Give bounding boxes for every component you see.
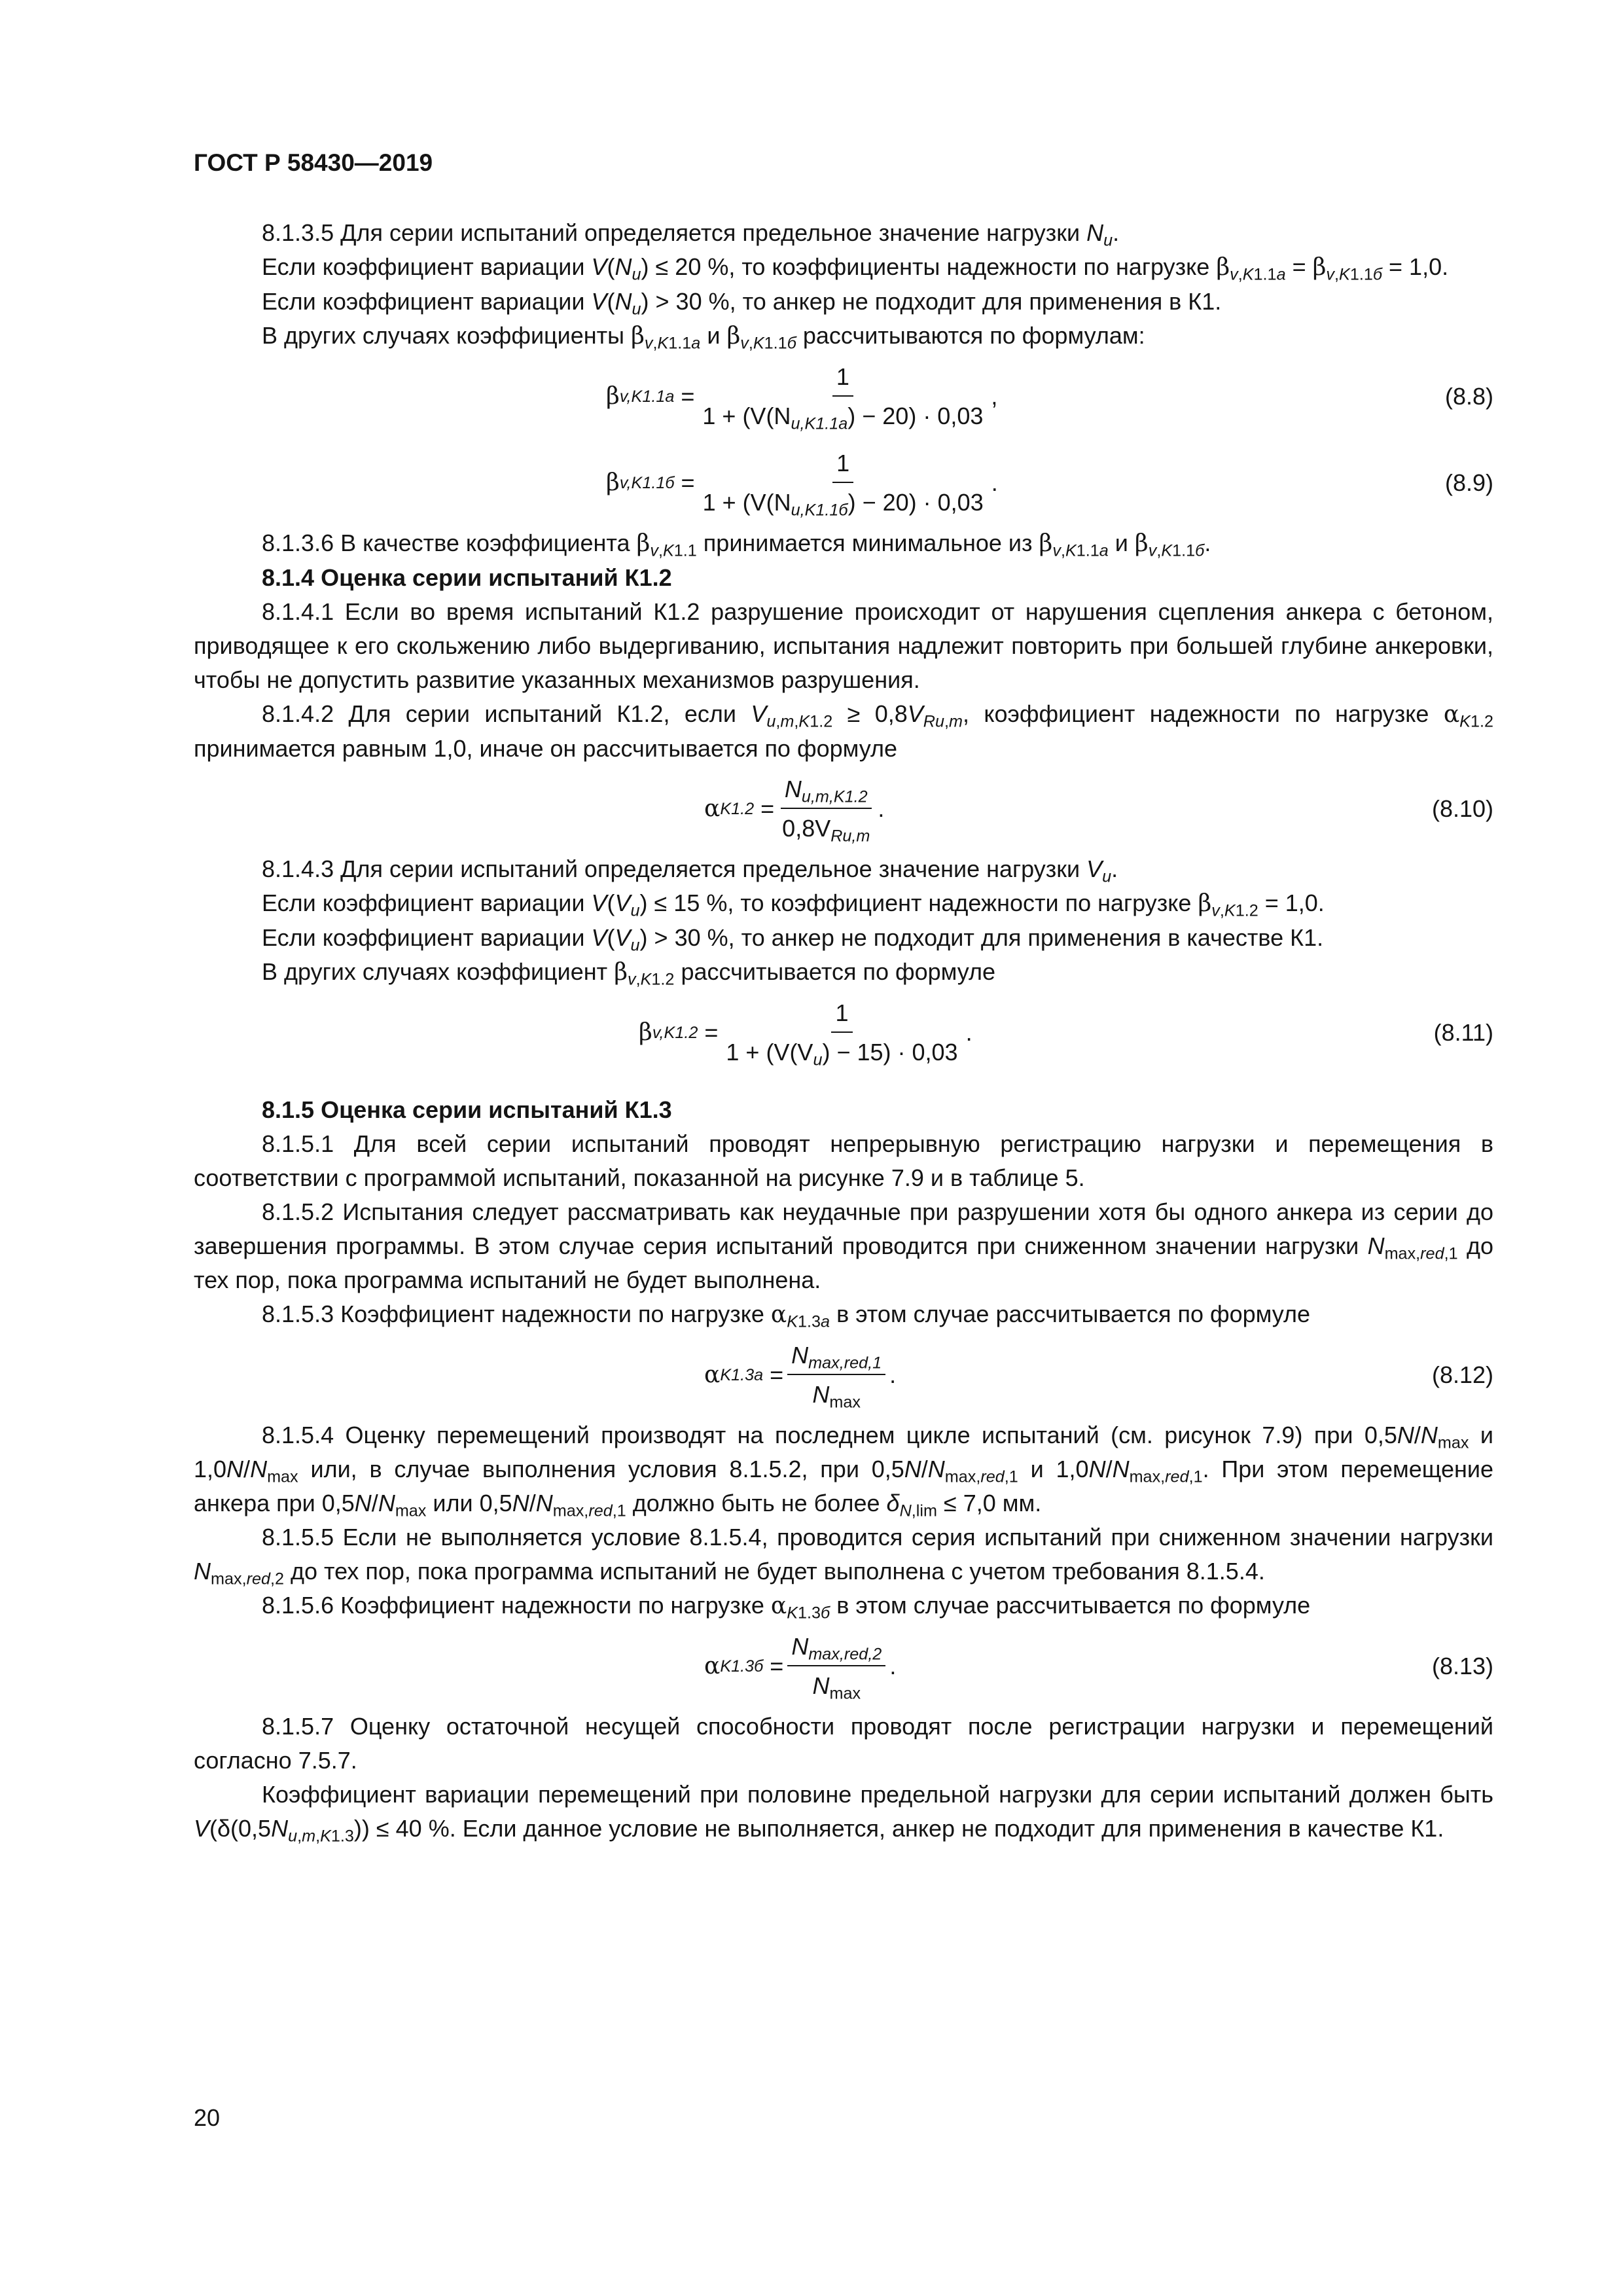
equation-8-8: β v,K1.1a = $\frac{1}{1 + (V(N_{u,K1.1a}) - 20) \cdot 0,03}$ , (8.8) xyxy=(194,353,1493,440)
equation-8-11: β v,K1.2 = $\frac{1}{1 + (V(V_u) - 15) \cdot 0,03}$ . (8.11) xyxy=(194,990,1493,1076)
equation-8-13: α K1.3б = $\frac{N_{max,red,2}}{N_{max}}$ . (8.13) xyxy=(194,1623,1493,1710)
paragraph-variation-30: Если коэффициент вариации $V(N_u) > 30$ %, то анкер не подходит для применения в К1. xyxy=(262,288,1222,319)
page-number: 20 xyxy=(194,2104,221,2131)
paragraph-8-1-4-2: 8.1.4.2 Для серии испытаний К1.2, если $V_{u,m,K1.2} \ge 0,8V_{Ru,m}$, коэффициент надежности по нагрузке $\alpha_{K1.2}$ принимается равным 1,0, иначе он рассчитывается по формуле xyxy=(194,700,1493,762)
heading-8-1-5: 8.1.5 Оценка серии испытаний К1.3 xyxy=(262,1096,672,1123)
page-body xyxy=(194,216,1493,1846)
paragraph-8-1-5-4: 8.1.5.4 Оценку перемещений производят на последнем цикле испытаний (см. рисунок 7.9) при $0,5N/N_{max}$ и $1,0N/N_{max}$ или, в случае выполнения условия 8.1.5.2, при $0,5N/N_{max,red,1}$ и $1,0N/N_{max,red,1}$. При этом перемещение анкера при $0,5N/N_{max}$ или $0,5N/N_{max,red,1}$ должно быть не более $\delta_{N,lim} \le 7,0$ мм. xyxy=(194,1422,1493,1520)
equation-8-9: β v,K1.1б = $\frac{1}{1 + (V(N_{u,K1.1б}) - 20) \cdot 0,03}$ . (8.9) xyxy=(194,440,1493,526)
paragraph-8-1-4-3: 8.1.4.3 Для серии испытаний определяется предельное значение нагрузки $V_u$. xyxy=(262,855,1118,886)
paragraph-8-1-3-5: 8.1.3.5 Для серии испытаний определяется предельное значение нагрузки $N_u$. xyxy=(262,219,1120,250)
paragraph-other-cases: В других случаях коэффициенты $\beta_{v,K1.1a}$ и $\beta_{v,K1.1б}$ рассчитываются по формулам: xyxy=(262,322,1145,353)
paragraph-variation-20: Если коэффициент вариации $V(N_u) \le 20$ %, то коэффициенты надежности по нагрузке $\beta_{v,K1.1a} = \beta_{v,K1.1б} = 1,0$. xyxy=(262,253,1449,284)
document-code: ГОСТ Р 58430—2019 xyxy=(194,149,433,176)
paragraph-8-1-3-6: 8.1.3.6 В качестве коэффициента $\beta_{v,K1.1}$ принимается минимальное из $\beta_{v,K1.1a}$ и $\beta_{v,K1.1б}$. xyxy=(262,529,1211,560)
paragraph-8-1-5-1: 8.1.5.1 Для всей серии испытаний проводят непрерывную регистрацию нагрузки и перемещения в соответствии с программой испытаний, показанной на рисунке 7.9 и в таблице 5. xyxy=(194,1130,1493,1191)
paragraph-other-cases-k12: В других случаях коэффициент $\beta_{v,K1.2}$ рассчитывается по формуле xyxy=(262,958,996,989)
paragraph-8-1-5-3: 8.1.5.3 Коэффициент надежности по нагрузке $\alpha_{K1.3a}$ в этом случае рассчитывается по формуле xyxy=(262,1300,1311,1331)
equation-8-10: α K1.2 = $\frac{N_{u,m,K1.2}}{0,8V_{Ru,m}}$ . (8.10) xyxy=(194,766,1493,852)
paragraph-8-1-4-1: 8.1.4.1 Если во время испытаний К1.2 разрушение происходит от нарушения сцепления анкера с бетоном, приводящее к его скольжению либо выдергиванию, испытания надлежит повторить при большей глубине анкеровки, чтобы не допустить развитие указанных механизмов разрушения. xyxy=(194,598,1493,693)
paragraph-8-1-5-6: 8.1.5.6 Коэффициент надежности по нагрузке $\alpha_{K1.3б}$ в этом случае рассчитывается по формуле xyxy=(262,1592,1311,1623)
heading-8-1-4: 8.1.4 Оценка серии испытаний К1.2 xyxy=(262,564,672,591)
paragraph-variation-30-k12: Если коэффициент вариации $V(V_u) > 30$ %, то анкер не подходит для применения в качестве К1. xyxy=(262,924,1324,955)
paragraph-8-1-5-5: 8.1.5.5 Если не выполняется условие 8.1.5.4, проводится серия испытаний при сниженном значении нагрузки $N_{max,red,2}$ до тех пор, пока программа испытаний не будет выполнена с учетом требования 8.1.5.4. xyxy=(194,1524,1493,1588)
paragraph-variation-15: Если коэффициент вариации $V(V_u) \le 15$ %, то коэффициент надежности по нагрузке $\beta_{v,K1.2} = 1,0$. xyxy=(262,889,1325,920)
equation-8-12: α K1.3a = $\frac{N_{max,red,1}}{N_{max}}$ . (8.12) xyxy=(194,1332,1493,1418)
paragraph-displacement-variation: Коэффициент вариации перемещений при половине предельной нагрузки для серии испытаний должен быть $V(\delta(0,5N_{u,m,K1.3})) \le 40$ %. Если данное условие не выполняется, анкер не подходит для применения в качестве К1. xyxy=(194,1781,1493,1846)
paragraph-8-1-5-2: 8.1.5.2 Испытания следует рассматривать как неудачные при разрушении хотя бы одного анкера из серии до завершения программы. В этом случае серия испытаний проводится при сниженном значении нагрузки $N_{max,red,1}$ до тех пор, пока программа испытаний не будет выполнена. xyxy=(194,1198,1493,1293)
paragraph-8-1-5-7: 8.1.5.7 Оценку остаточной несущей способности проводят после регистрации нагрузки и перемещений согласно 7.5.7. xyxy=(194,1713,1493,1774)
